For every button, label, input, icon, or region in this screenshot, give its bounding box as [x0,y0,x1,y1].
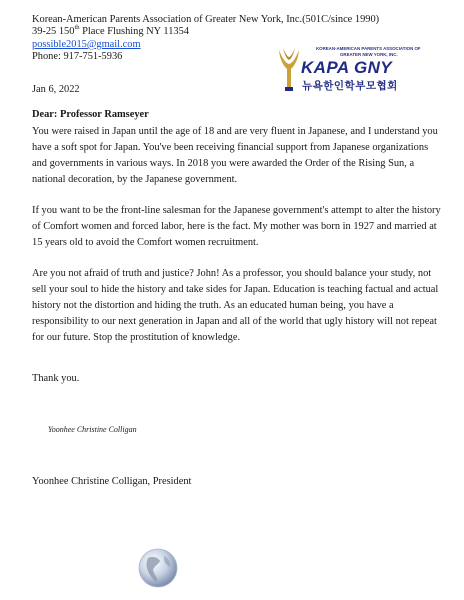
email-link[interactable]: possible2015@gmail.com [32,38,141,50]
letter-date: Jan 6, 2022 [32,84,80,95]
logo-korean-name: 뉴욕한인학부모협회 [302,80,398,92]
org-phone: Phone: 917-751-5936 [32,51,123,63]
handwritten-signature: Yoonhee Christine Colligan [48,425,137,434]
salutation: Dear: Professor Ramseyer [32,109,149,120]
org-name: Korean-American Parents Association of Greater New York, Inc.(501C/since 1990) [32,14,380,25]
paragraph: You were raised in Japan until the age of 18 and are very fluent in Japanese, and I understand you have a soft spot for Japan. You've been receiving financial support from Japanese organizations and governments in various ways. In 2018 you were awarded the Order of the Rising Sun, a national decoration, by the Japanese government. [32,126,438,185]
paragraph: Are you not afraid of truth and justice? John! As a professor, you should balance your study, not sell your soul to hide the history and take sides for Japan. Education is teaching factual and actual history not the distortion and hiding the truth. As an educated human being, you have a responsibility to our next generation in Japan and all of the world that ugly history will not repeat for our future. Stop the prostitution of knowledge. [32,268,439,343]
globe-icon [136,546,180,590]
letter-body [32,124,444,361]
closing: Thank you. [32,373,80,384]
logo-wordmark: KAPA GNY [301,58,393,77]
kapa-gny-logo [276,43,444,95]
logo-text-line1: KOREAN-AMERICAN PARENTS ASSOCIATION OF [316,46,421,51]
paragraph: If you want to be the front-line salesman for the Japanese government's attempt to alter the history of Comfort women and forced labor, here is the fact. My mother was born in 1927 and married at 15 years old to avoid the Comfort women recruitment. [32,205,441,248]
org-address: 39-25 150th Place Flushing NY 11354 [32,24,189,38]
signer-name: Yoonhee Christine Colligan, President [32,476,192,487]
logo-text-line2: GREATER NEW YORK, INC. [340,52,398,57]
torch-icon [276,47,302,93]
